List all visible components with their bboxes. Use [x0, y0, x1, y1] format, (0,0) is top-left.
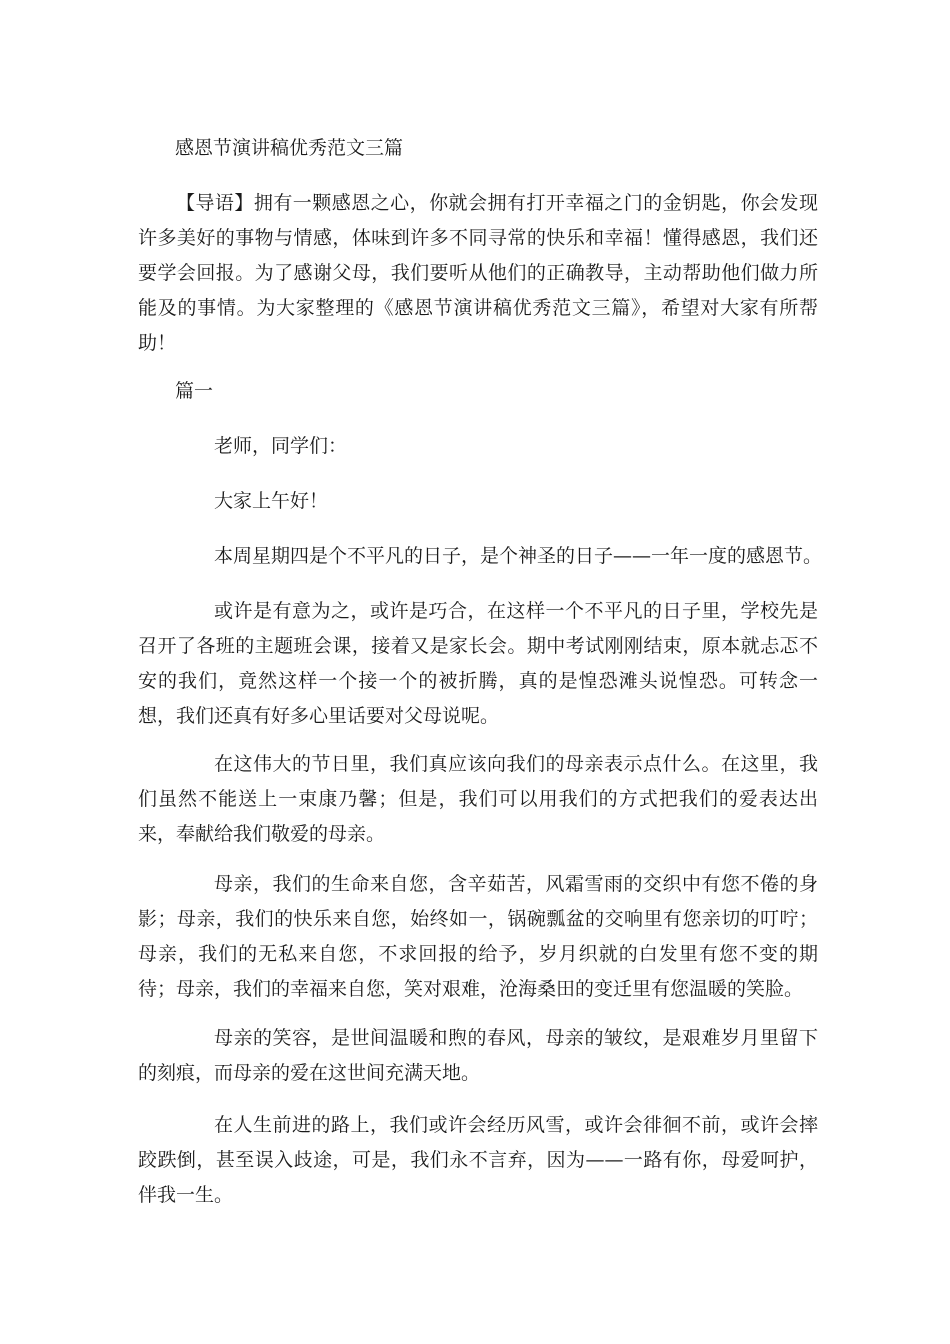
document-title: 感恩节演讲稿优秀范文三篇 — [175, 137, 404, 159]
section-heading: 篇一 — [175, 380, 214, 402]
body-paragraph: 在人生前进的路上，我们或许会经历风雪，或许会徘徊不前，或许会摔跤跌倒，甚至误入歧途，可是，我们永不言弃，因为——一路有你，母爱呵护，伴我一生。 — [138, 1114, 818, 1206]
body-paragraph: 本周星期四是个不平凡的日子，是个神圣的日子——一年一度的感恩节。 — [214, 545, 823, 567]
body-paragraph: 或许是有意为之，或许是巧合，在这样一个不平凡的日子里，学校先是召开了各班的主题班会课，接着又是家长会。期中考试刚刚结束，原本就忐忑不安的我们，竟然这样一个接一个的被折腾，真的是惶恐滩头说惶恐。可转念一想，我们还真有好多心里话要对父母说呢。 — [138, 600, 818, 727]
body-paragraph: 母亲，我们的生命来自您，含辛茹苦，风霜雪雨的交织中有您不倦的身影；母亲，我们的快乐来自您，始终如一，锅碗瓢盆的交响里有您亲切的叮咛；母亲，我们的无私来自您，不求回报的给予，岁月织就的白发里有您不变的期待；母亲，我们的幸福来自您，笑对艰难，沧海桑田的变迁里有您温暖的笑脸。 — [138, 873, 818, 1000]
greeting-paragraph: 老师，同学们： — [214, 435, 348, 457]
intro-paragraph: 【导语】拥有一颗感恩之心，你就会拥有打开幸福之门的金钥匙，你会发现许多美好的事物与情感，体味到许多不同寻常的快乐和幸福！懂得感恩，我们还要学会回报。为了感谢父母，我们要听从他们的正确教导，主动帮助他们做力所能及的事情。为大家整理的《感恩节演讲稿优秀范文三篇》，希望对大家有所帮助！ — [138, 192, 818, 354]
body-paragraph: 母亲的笑容，是世间温暖和煦的春风，母亲的皱纹，是艰难岁月里留下的刻痕，而母亲的爱在这世间充满天地。 — [138, 1027, 818, 1084]
salutation-paragraph: 大家上午好！ — [214, 490, 329, 512]
body-paragraph: 在这伟大的节日里，我们真应该向我们的母亲表示点什么。在这里，我们虽然不能送上一束康乃馨；但是，我们可以用我们的方式把我们的爱表达出来，奉献给我们敬爱的母亲。 — [138, 753, 818, 845]
